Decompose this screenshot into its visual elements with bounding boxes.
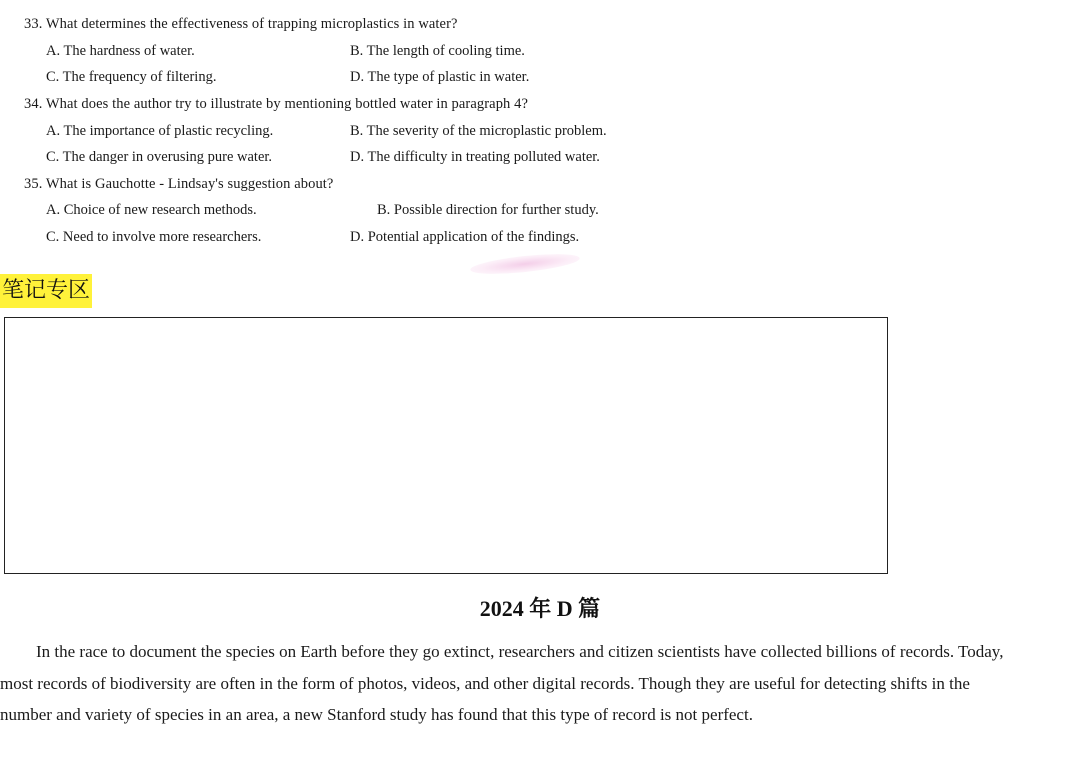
question-35-option-b: B. Possible direction for further study. (377, 202, 599, 218)
passage-text (0, 636, 1078, 731)
section-heading: 2024 年 D 篇 (479, 596, 601, 621)
question-34-option-d: D. The difficulty in treating polluted water. (350, 149, 600, 165)
question-33-option-d: D. The type of plastic in water. (350, 69, 530, 85)
passage-line: most records of biodiversity are often in the form of photos, videos, and other digital records. Though they are useful for detecting shifts in the (0, 673, 970, 693)
question-34-stem: 34. What does the author try to illustrate by mentioning bottled water in paragraph 4? (24, 96, 529, 112)
highlighter-smudge (469, 250, 580, 277)
question-33-option-a: A. The hardness of water. (46, 43, 195, 59)
notes-box[interactable] (4, 317, 888, 574)
question-35-option-a: A. Choice of new research methods. (46, 202, 257, 218)
question-35-option-d: D. Potential application of the findings. (350, 229, 580, 245)
question-34-option-a: A. The importance of plastic recycling. (46, 123, 274, 139)
passage-line: number and variety of species in an area, a new Stanford study has found that this type of record is not perfect. (0, 705, 753, 724)
question-33-stem: 33. What determines the effectiveness of trapping microplastics in water? (24, 16, 458, 32)
question-35-option-c: C. Need to involve more researchers. (46, 229, 262, 245)
question-33-option-c: C. The frequency of filtering. (46, 69, 217, 85)
passage-line: In the race to document the species on Earth before they go extinct, researchers and citizen scientists have collected billions of records. Today, (36, 642, 1004, 661)
question-33-option-b: B. The length of cooling time. (350, 43, 525, 59)
question-34-option-b: B. The severity of the microplastic problem. (350, 123, 607, 139)
question-34-option-c: C. The danger in overusing pure water. (46, 149, 273, 165)
question-35-stem: 35. What is Gauchotte - Lindsay's suggestion about? (24, 176, 334, 192)
notes-label: 笔记专区 (0, 274, 92, 308)
